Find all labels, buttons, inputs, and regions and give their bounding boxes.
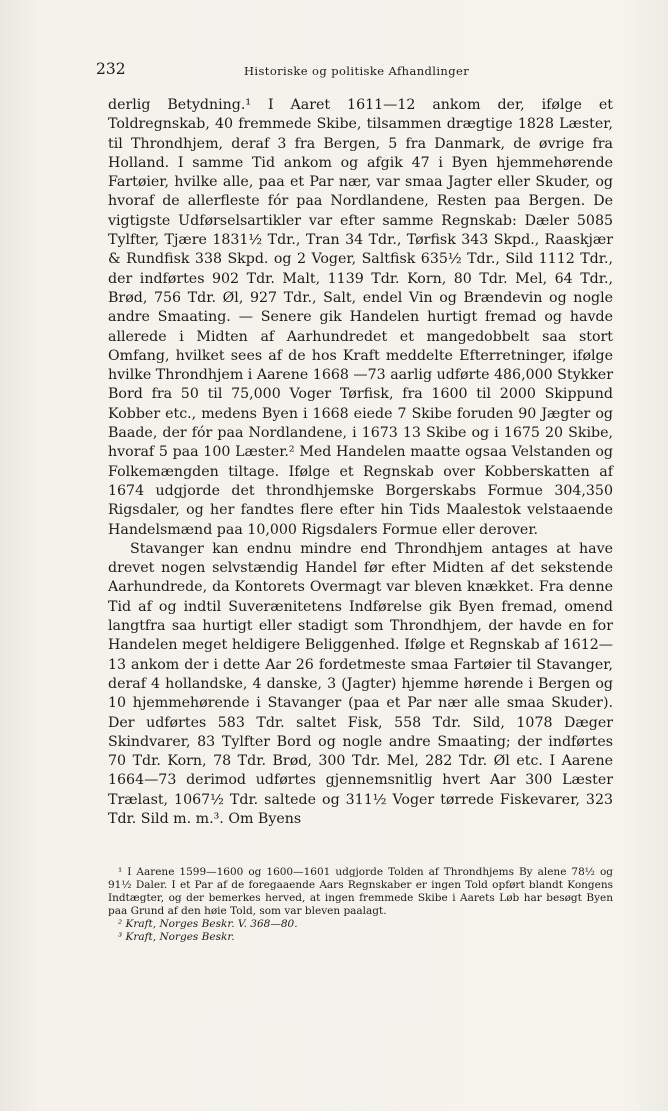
page-header — [96, 58, 611, 82]
running-head: Historiske og politiske Afhandlinger — [244, 64, 470, 78]
paragraph-2: Stavanger kan endnu mindre end Throndhjem antages at have drevet nogen selvstændig Handel før efter Midten af det sekstende Aarhundrede, da Kontorets Overmagt var bleven knækket. Fra denne Tid af og indtil Suverænitetens Indførelse gik Byen fremad, omend langtfra saa hurtigt eller stadigt som Throndhjem, der havde en for Handelen meget heldigere Beliggenhed. Ifølge et Regnskab af 1612—13 ankom der i dette Aar 26 fordetmeste smaa Fartøier til Stavanger, deraf 4 hollandske, 4 danske, 3 (Jagter) hjemme hørende i Bergen og 10 hjemmehørende i Stavanger (paa et Par nær alle smaa Skuder). Der udførtes 583 Tdr. saltet Fisk, 558 Tdr. Sild, 1078 Dæger Skindvarer, 83 Tylfter Bord og nogle andre Smaating; der indførtes 70 Tdr. Korn, 78 Tdr. Brød, 300 Tdr. Mel, 282 Tdr. Øl etc. I Aarene 1664—73 derimod udførtes gjennemsnitlig hvert Aar 300 Læster Trælast, 1067½ Tdr. saltede og 311½ Voger tørrede Fiskevarer, 323 Tdr. Sild m. m.³. Om Byens — [108, 540, 613, 827]
footnote-1: ¹ I Aarene 1599—1600 og 1600—1601 udgjorde Tolden af Throndhjems By alene 78½ og 91½ Daler. I et Par af de foregaaende Aars Regnskaber er ingen Told opført blandt Kongens Indtægter, og der bemerkes herved, at ingen fremmede Skibe i Aarets Løb har besøgt Byen paa Grund af den høie Told, som var bleven paalagt. — [108, 866, 613, 917]
paragraph-1: derlig Betydning.¹ I Aaret 1611—12 ankom der, ifølge et Toldregnskab, 40 fremmede Skibe, tilsammen drægtige 1828 Læster, til Throndhjem, deraf 3 fra Bergen, 5 fra Danmark, de øvrige fra Holland. I samme Tid ankom og afgik 47 i Byen hjemmehørende Fartøier, hvilke alle, paa et Par nær, var smaa Jagter eller Skuder, og hvoraf de allerfleste fór paa Nordlandene, Resten paa Bergen. De vigtigste Udførselsartikler var efter samme Regnskab: Dæler 5085 Tylfter, Tjære 1831½ Tdr., Tran 34 Tdr., Tørfisk 343 Skpd., Raaskjær & Rundfisk 338 Skpd. og 2 Voger, Saltfisk 635½ Tdr., Sild 1112 Tdr., der indførtes 902 Tdr. Malt, 1139 Tdr. Korn, 80 Tdr. Mel, 64 Tdr., Brød, 756 Tdr. Øl, 927 Tdr., Salt, endel Vin og Brændevin og nogle andre Smaating. — Senere gik Handelen hurtigt fremad og havde allerede i Midten af Aarhundredet et mangedobbelt saa stort Omfang, hvilket sees af de hos Kraft meddelte Efterretninger, ifølge hvilke Throndhjem i Aarene 1668 —73 aarlig udførte 486,000 Stykker Bord fra 50 til 75,000 Voger Tørfisk, fra 1600 til 2000 Skippund Kobber etc., medens Byen i 1668 eiede 7 Skibe foruden 90 Jægter og Baade, der fór paa Nordlandene, i 1673 13 Skibe og i 1675 20 Skibe, hvoraf 5 paa 100 Læster.² Med Handelen maatte ogsaa Velstanden og Folkemængden tiltage. Ifølge et Regnskab over Kobberskatten af 1674 udgjorde det throndhjemske Borgerskabs Formue 304,350 Rigsdaler, og her fandtes flere efter hin Tids Maalestok velstaaende Handelsmænd paa 10,000 Rigsdalers Formue eller derover. — [108, 97, 613, 538]
body-text — [108, 96, 613, 829]
footnote-3: ³ Kraft, Norges Beskr. — [118, 931, 235, 943]
footnote-2: ² Kraft, Norges Beskr. V. 368—80. — [118, 918, 298, 930]
footnotes — [108, 866, 613, 944]
page-number: 232 — [96, 60, 126, 78]
